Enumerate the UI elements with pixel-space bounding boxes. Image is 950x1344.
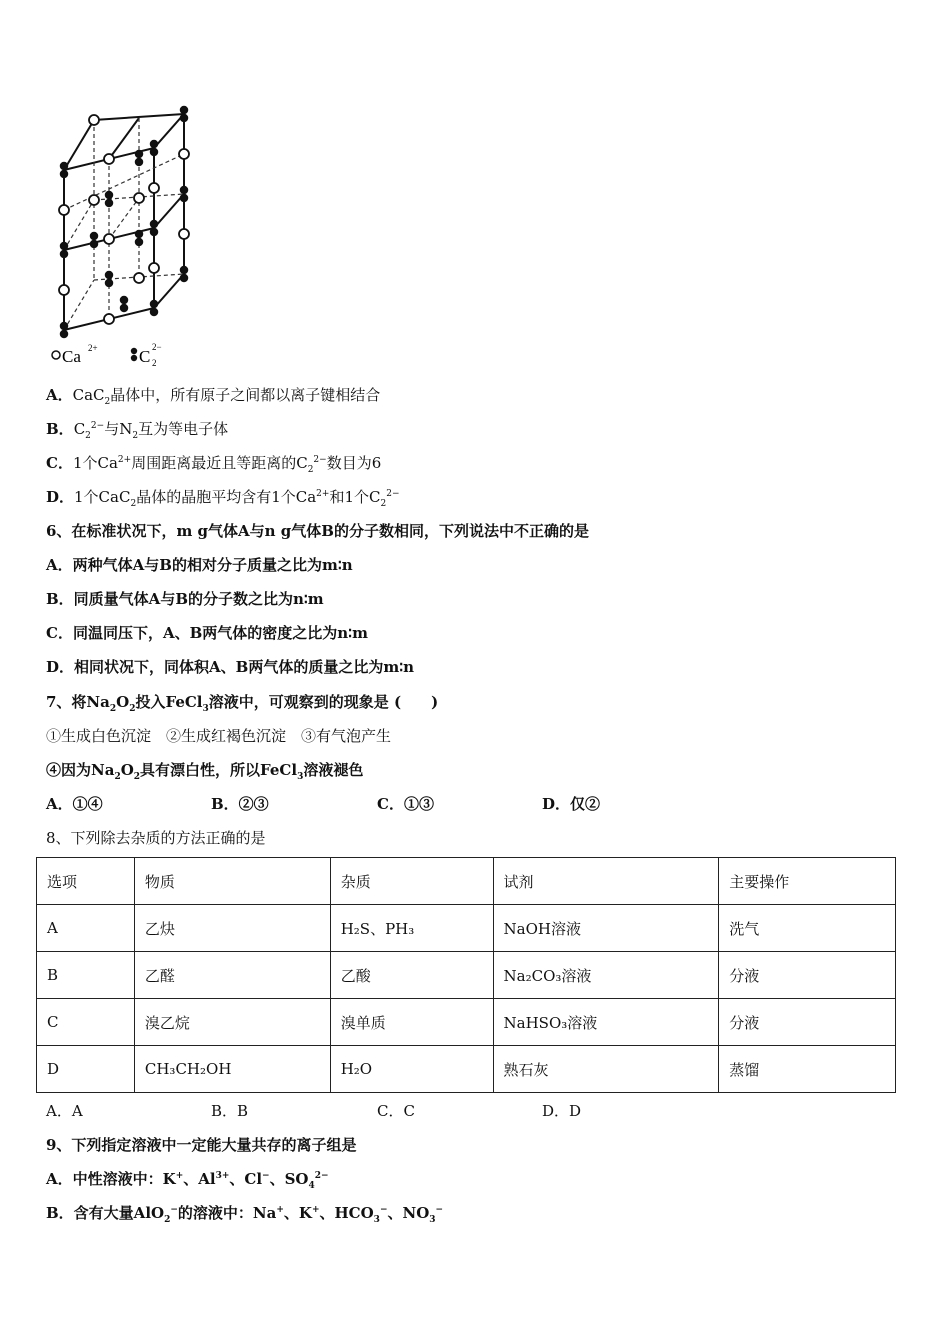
cell-impurity: 乙酸 <box>330 952 493 999</box>
q7-option-a: A．①④ <box>46 795 103 813</box>
cell-impurity: 溴单质 <box>330 999 493 1046</box>
cell-substance: 溴乙烷 <box>134 999 330 1046</box>
cell-operation: 分液 <box>719 952 896 999</box>
legend-ca: Ca <box>62 347 81 366</box>
cell-operation: 蒸馏 <box>719 1046 896 1093</box>
legend-ca-charge: 2+ <box>88 343 98 353</box>
cell-reagent: Na₂CO₃溶液 <box>493 952 719 999</box>
cell-option: B <box>37 952 135 999</box>
header-substance: 物质 <box>134 858 330 905</box>
q8-option-c: C．C <box>377 1102 415 1120</box>
q7-option-c: C．①③ <box>377 795 434 813</box>
cell-reagent: NaHSO₃溶液 <box>493 999 719 1046</box>
q7-statements-2: ④因为$Na_2O_2$具有漂白性，所以FeCl$_3$溶液褪色 <box>46 761 364 782</box>
cell-substance: CH₃CH₂OH <box>134 1046 330 1093</box>
q6-option-b: B．同质量气体A与B的分子数之比为n∶m <box>46 590 324 608</box>
cell-substance: 乙炔 <box>134 905 330 952</box>
q9-stem: 9、下列指定溶液中一定能大量共存的离子组是 <box>46 1136 357 1154</box>
table-row <box>37 952 896 999</box>
table-header-row <box>37 858 896 905</box>
q5-option-d: D．1个CaC$_2$晶体的晶胞平均含有1个$Ca^{2+}$和1个$C_2^{2-}$ <box>46 488 400 509</box>
cell-option: D <box>37 1046 135 1093</box>
table-row <box>37 999 896 1046</box>
cell-impurity: H₂S、PH₃ <box>330 905 493 952</box>
legend-c-charge: 2− <box>152 342 162 352</box>
q6-stem: 6、在标准状况下，m g气体A与n g气体B的分子数相同，下列说法中不正确的是 <box>46 522 589 540</box>
cell-reagent: 熟石灰 <box>493 1046 719 1093</box>
table-row <box>37 905 896 952</box>
header-option: 选项 <box>37 858 135 905</box>
cell-reagent: NaOH溶液 <box>493 905 719 952</box>
header-reagent: 试剂 <box>493 858 719 905</box>
cell-operation: 分液 <box>719 999 896 1046</box>
cell-operation: 洗气 <box>719 905 896 952</box>
legend-c: C <box>139 347 151 366</box>
q5-option-b: B．$C_2^{2-}$与$N_2$互为等电子体 <box>46 420 229 441</box>
q7-stem: 7、将$Na_2O_2$投入FeCl$_3$溶液中，可观察到的现象是 ( ) <box>46 693 439 714</box>
q6-option-d: D．相同状况下，同体积A、B两气体的质量之比为m∶n <box>46 658 415 676</box>
cell-option: C <box>37 999 135 1046</box>
q7-statements-1: ①生成白色沉淀 ②生成红褐色沉淀 ③有气泡产生 <box>46 727 392 745</box>
q5-option-c: C．1个$Ca^{2+}$周围距离最近且等距离的$C_2^{2-}$数目为6 <box>46 454 382 475</box>
q5-option-a: A．CaC$_2$晶体中，所有原子之间都以离子键相结合 <box>46 386 381 407</box>
q8-option-b: B．B <box>211 1102 249 1120</box>
cell-impurity: H₂O <box>330 1046 493 1093</box>
header-impurity: 杂质 <box>330 858 493 905</box>
cell-substance: 乙醛 <box>134 952 330 999</box>
q8-stem: 8、下列除去杂质的方法正确的是 <box>46 829 266 847</box>
q8-table <box>36 857 896 1093</box>
legend-c-subscript: 2 <box>152 358 157 368</box>
cell-option: A <box>37 905 135 952</box>
q6-option-a: A．两种气体A与B的相对分子质量之比为m∶n <box>46 556 353 574</box>
q8-option-a: A．A <box>46 1102 83 1120</box>
cac2-crystal-figure <box>44 100 204 372</box>
q6-option-c: C．同温同压下，A、B两气体的密度之比为n∶m <box>46 624 368 642</box>
q8-option-d: D．D <box>542 1102 582 1120</box>
header-operation: 主要操作 <box>719 858 896 905</box>
q9-option-b: B．含有大量AlO$_2$−的溶液中：Na+、K+、$HCO_3^-$、$NO_3^-$ <box>46 1204 444 1225</box>
q7-option-d: D．仅② <box>542 795 601 813</box>
q9-option-a: A．中性溶液中：K+、$Al^{3+}$、Cl−、$SO_4^{2-}$ <box>46 1170 329 1191</box>
table-row <box>37 1046 896 1093</box>
q7-option-b: B．②③ <box>211 795 269 813</box>
